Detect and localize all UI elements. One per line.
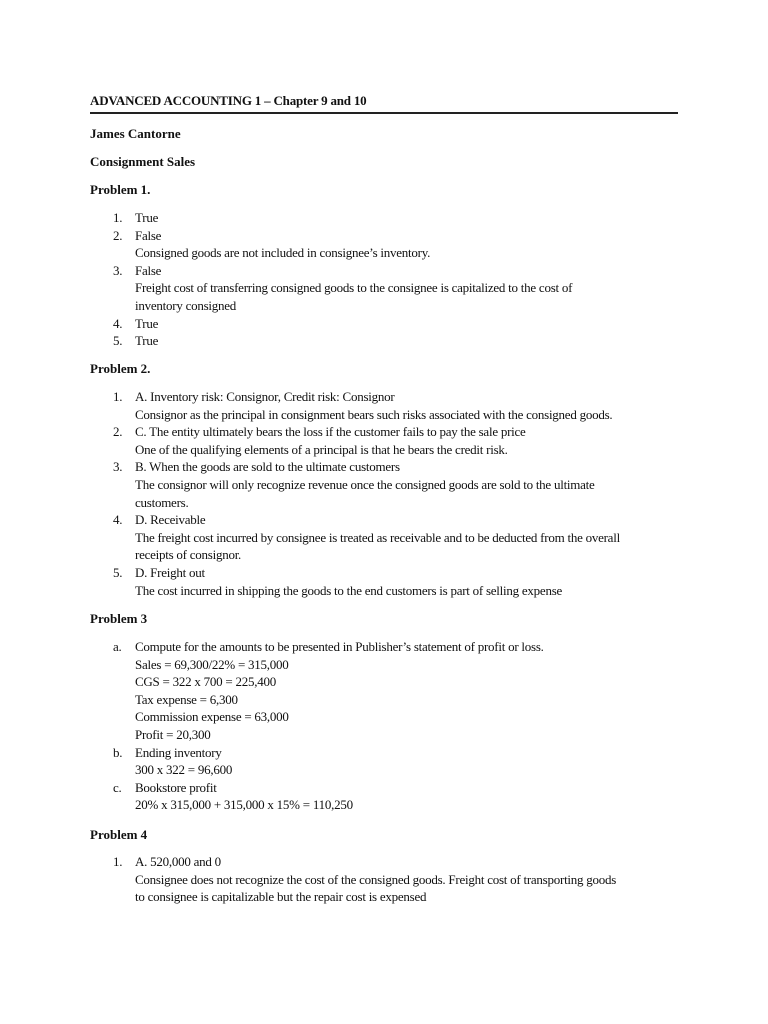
list-item-line: 20% x 315,000 + 315,000 x 15% = 110,250 (135, 797, 353, 813)
list-item-number: b. (113, 744, 123, 760)
list-item-line: Consignee does not recognize the cost of the consigned goods. Freight cost of transporting goods (135, 871, 617, 887)
list-item (90, 209, 680, 227)
list-item-line: False (135, 262, 162, 278)
list-item (90, 315, 680, 333)
problem-2-title: Problem 2. (90, 361, 151, 376)
list-item-line: Compute for the amounts to be presented in Publisher’s statement of profit or loss. (135, 639, 544, 654)
list-item-line: The consignor will only recognize revenue once the consigned goods are sold to the ultimate (135, 476, 595, 492)
list-item-line: One of the qualifying elements of a principal is that he bears the credit risk. (135, 441, 508, 457)
problem-4-title: Problem 4 (90, 827, 148, 842)
list-item-line: Bookstore profit (135, 779, 217, 795)
list-item-number: 1. (113, 854, 123, 869)
list-item-number: 3. (113, 459, 123, 475)
list-item-line: D. Freight out (135, 564, 205, 580)
list-item-line: Commission expense = 63,000 (135, 709, 289, 725)
list-item-number: 3. (113, 262, 123, 278)
list-item-number: c. (113, 779, 122, 795)
list-item (90, 638, 680, 744)
list-item-number: 1. (113, 389, 123, 404)
list-item (90, 744, 680, 779)
list-item (90, 227, 680, 262)
list-item-line: Consigned goods are not included in consignee’s inventory. (135, 245, 431, 261)
list-item-line: 300 x 322 = 96,600 (135, 762, 233, 778)
list-item-line: True (135, 210, 159, 225)
list-item-line: C. The entity ultimately bears the loss if the customer fails to pay the sale price (135, 424, 526, 440)
list-item-number: 2. (113, 227, 123, 243)
list-item-line: Ending inventory (135, 744, 222, 760)
list-item (90, 564, 680, 599)
list-item-line: False (135, 227, 162, 243)
list-item-line: Profit = 20,300 (135, 726, 211, 742)
list-item-number: a. (113, 639, 122, 654)
list-item-line: D. Receivable (135, 512, 206, 528)
list-item-number: 4. (113, 512, 123, 528)
list-item-line: True (135, 315, 159, 331)
problem-3-title: Problem 3 (90, 611, 148, 626)
list-item (90, 458, 680, 511)
list-item-number: 5. (113, 333, 123, 349)
list-item-line: CGS = 322 x 700 = 225,400 (135, 674, 276, 690)
problem-1-title: Problem 1. (90, 182, 151, 197)
list-item-number: 2. (113, 424, 123, 440)
list-item-line: Consignor as the principal in consignment bears such risks associated with the consigned goods. (135, 406, 613, 422)
list-item-line: customers. (135, 494, 189, 510)
list-item-line: The freight cost incurred by consignee is treated as receivable and to be deducted from the overall (135, 529, 620, 545)
list-item-line: inventory consigned (135, 297, 237, 313)
list-item-line: A. 520,000 and 0 (135, 854, 221, 869)
list-item-line: B. When the goods are sold to the ultimate customers (135, 459, 400, 475)
list-item-line: The cost incurred in shipping the goods to the end customers is part of selling expense (135, 582, 563, 598)
list-item (90, 423, 680, 458)
list-item-line: A. Inventory risk: Consignor, Credit risk: Consignor (135, 389, 395, 404)
author-name: James Cantorne (90, 126, 181, 141)
list-item (90, 388, 680, 423)
list-item-line: Sales = 69,300/22% = 315,000 (135, 656, 289, 672)
list-item (90, 779, 680, 814)
document-header: ADVANCED ACCOUNTING 1 – Chapter 9 and 10 (90, 93, 678, 114)
list-item (90, 511, 680, 564)
problem-2-list (90, 388, 680, 599)
list-item-line: receipts of consignor. (135, 547, 242, 563)
problem-3-list (90, 638, 680, 814)
list-item-line: Tax expense = 6,300 (135, 691, 238, 707)
list-item (90, 853, 680, 906)
list-item-line: Freight cost of transferring consigned goods to the consignee is capitalized to the cost of (135, 280, 573, 296)
list-item (90, 262, 680, 315)
problem-4-list (90, 853, 680, 906)
list-item-line: True (135, 333, 159, 349)
list-item-number: 4. (113, 315, 123, 331)
list-item (90, 332, 680, 350)
list-item-number: 5. (113, 564, 123, 580)
list-item-number: 1. (113, 210, 123, 225)
list-item-line: to consignee is capitalizable but the repair cost is expensed (135, 889, 427, 905)
problem-1-list (90, 209, 680, 350)
topic-heading: Consignment Sales (90, 154, 196, 169)
